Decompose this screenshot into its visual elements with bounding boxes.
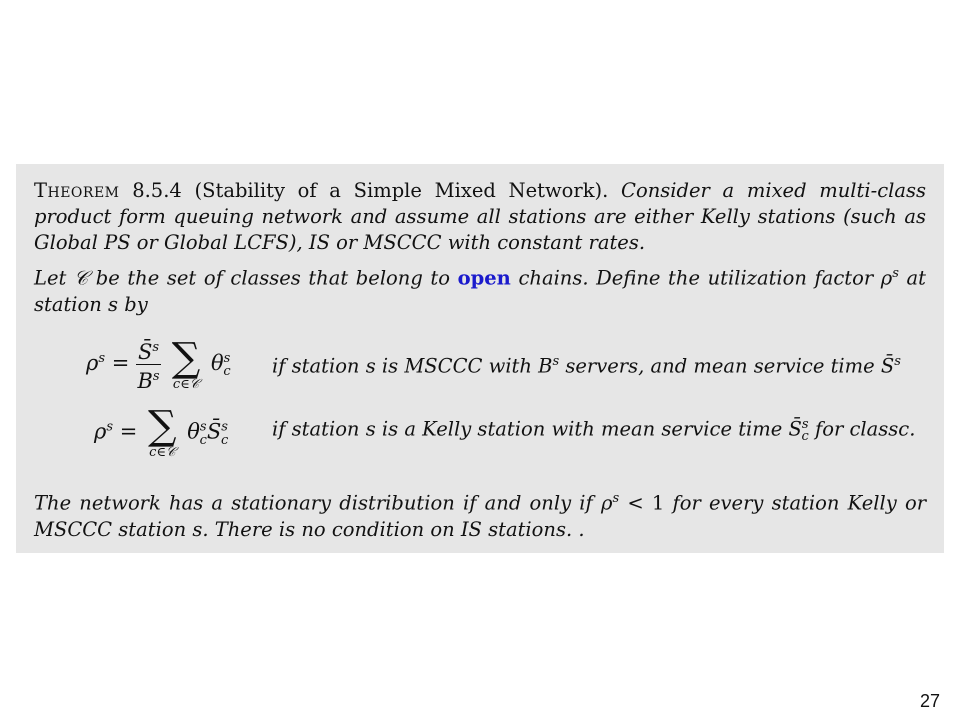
theorem-statement	[34, 178, 926, 256]
theorem-heading: Theorem 8.5.4 (Stability of a Simple Mixed Network).	[34, 179, 609, 202]
equation-mscc: $\rho^s$ = $\frac{S̄^s}{B^s}$ ∑ c∈𝒞 $\theta^s_c$	[86, 334, 231, 393]
summation-symbol: ∑ c∈𝒞	[148, 403, 177, 460]
open-keyword: open	[457, 266, 511, 290]
equation-kelly-condition: if station s is a Kelly station with mean service time S̄$^s_c$ for classc.	[272, 417, 916, 445]
page-number: 27	[919, 691, 940, 711]
definition-text: Let 𝒞 be the set of classes that belong to open chains. Define the utilization factor $\rho^s$ at station s by	[34, 266, 927, 316]
theorem-body: Consider a mixed multi-class product form queuing network and assume all stations are either Kelly stations (such as Global PS or Global LCFS), IS or MSCCC with constant rates.	[34, 179, 927, 254]
summation-symbol: ∑ c∈𝒞	[171, 334, 201, 392]
theorem-box	[16, 164, 944, 553]
conclusion-text: The network has a stationary distribution if and only if $\rho^s < 1$ for every station Kelly or MSCCC station s. There is no condition on IS stations. .	[34, 491, 927, 541]
equation-mscc-condition: if station s is MSCCC with $B^s$ servers, and mean service time S̄$^s$	[272, 354, 901, 378]
equation-kelly: $\rho^s$ = ∑ c∈𝒞 $\theta^s_cS̄^s_c$	[94, 403, 229, 460]
